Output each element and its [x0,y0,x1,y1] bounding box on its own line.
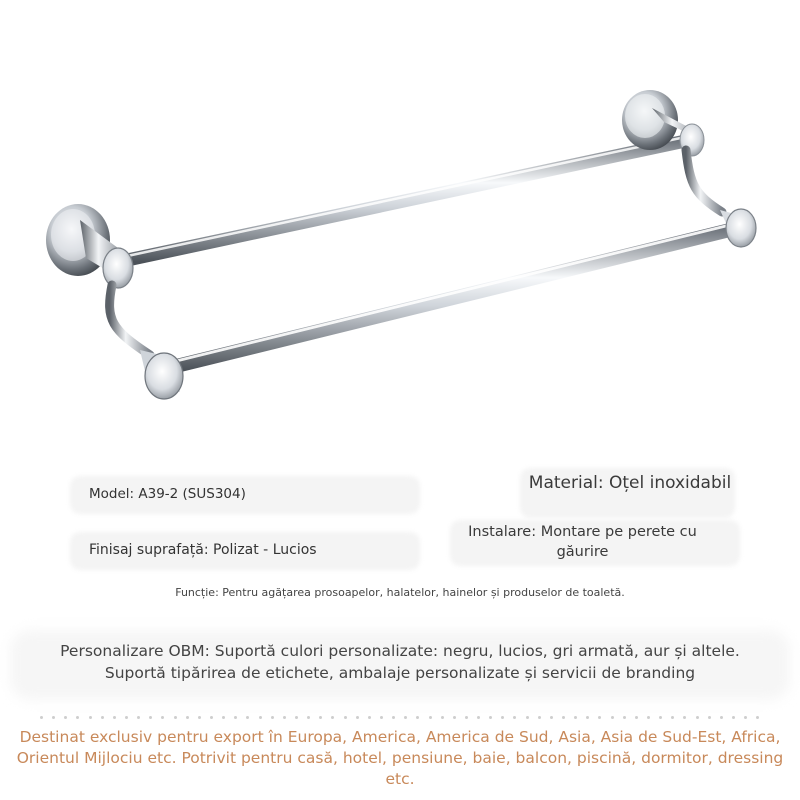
divider-dot [198,716,201,719]
left-end-cap [145,353,183,399]
divider-dot [271,716,274,719]
divider-dot [89,716,92,719]
divider-dot [319,716,322,719]
divider-dot [113,716,116,719]
obm-line-2: Suportă tipărirea de etichete, ambalaje personalizate și servicii de branding [104,664,696,682]
lower-rail [160,228,738,370]
divider-dot [331,716,334,719]
divider-dot [574,716,577,719]
divider-dot [683,716,686,719]
divider-dot [101,716,104,719]
obm-text [0,640,800,684]
function-label: Funcție: Pentru agățarea prosoapelor, halatelor, hainelor și produselor de toaletă. [175,586,625,599]
divider-dot [234,716,237,719]
export-text: Destinat exclusiv pentru export în Europa, America, America de Sud, Asia, Asia de Sud-Est, Africa, Orientul Mijlociu etc. Potrivit pentru casă, hotel, pensiune, baie, balcon, piscină, dormitor, dressing etc. [16,728,784,788]
finish-label: Finisaj suprafață: Polizat - Lucios [89,542,317,558]
left-connector-arm [110,285,150,355]
dotted-divider [40,716,760,720]
model-label: Model: A39-2 (SUS304) [89,486,246,502]
divider-dot [477,716,480,719]
right-connector-arm [686,150,722,212]
divider-dot [416,716,419,719]
divider-dot [720,716,723,719]
divider-dot [659,716,662,719]
divider-dot [744,716,747,719]
divider-dot [186,716,189,719]
divider-dot [453,716,456,719]
divider-dot [489,716,492,719]
divider-dot [404,716,407,719]
divider-dot [756,716,759,719]
left-upper-cap [103,248,133,288]
divider-dot [52,716,55,719]
divider-dot [125,716,128,719]
divider-dot [356,716,359,719]
divider-dot [623,716,626,719]
divider-dot [513,716,516,719]
divider-dot [259,716,262,719]
divider-dot [526,716,529,719]
divider-dot [64,716,67,719]
divider-dot [708,716,711,719]
divider-dot [441,716,444,719]
divider-dot [137,716,140,719]
divider-dot [635,716,638,719]
divider-dot [465,716,468,719]
divider-dot [586,716,589,719]
divider-dot [210,716,213,719]
divider-dot [246,716,249,719]
divider-dot [538,716,541,719]
upper-rail [118,140,690,262]
divider-dot [174,716,177,719]
install-label: Instalare: Montare pe perete cu găurire [468,524,697,560]
divider-dot [307,716,310,719]
divider-dot [161,716,164,719]
divider-dot [76,716,79,719]
divider-dot [598,716,601,719]
divider-dot [671,716,674,719]
divider-dot [283,716,286,719]
divider-dot [222,716,225,719]
divider-dot [429,716,432,719]
divider-dot [562,716,565,719]
divider-dot [611,716,614,719]
divider-dot [40,716,43,719]
divider-dot [732,716,735,719]
right-end-cap [726,209,756,247]
divider-dot [368,716,371,719]
divider-dot [501,716,504,719]
divider-dot [392,716,395,719]
material-label: Material: Oțel inoxidabil [528,473,732,493]
obm-line-1: Personalizare OBM: Suportă culori personalizate: negru, lucios, gri armată, aur și altele. [60,642,740,660]
divider-dot [344,716,347,719]
divider-dot [550,716,553,719]
divider-dot [149,716,152,719]
divider-dot [647,716,650,719]
divider-dot [295,716,298,719]
divider-dot [380,716,383,719]
divider-dot [696,716,699,719]
